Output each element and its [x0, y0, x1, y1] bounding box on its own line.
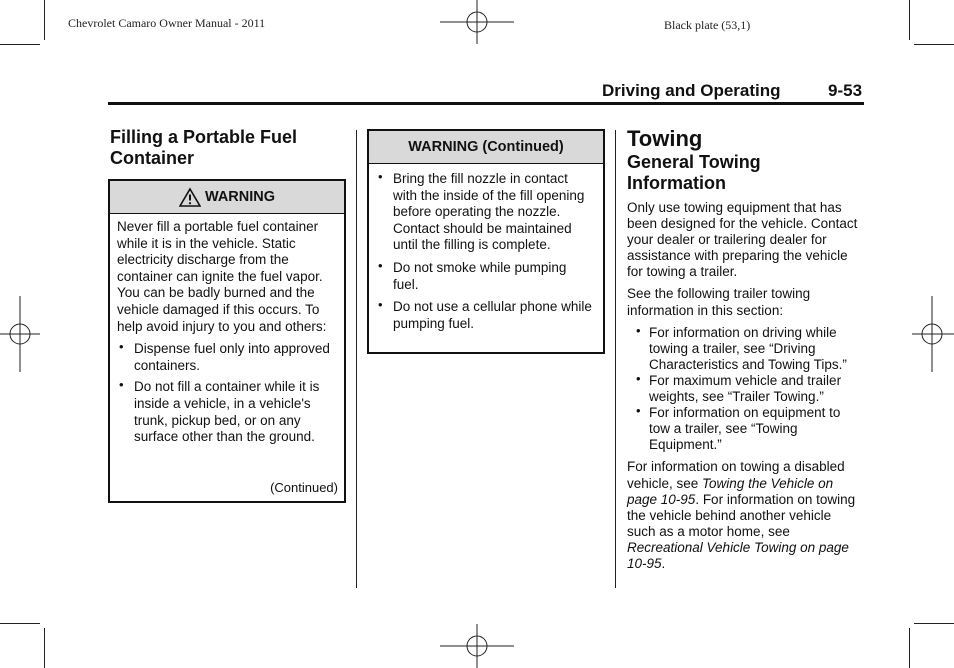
- plate-label: Black plate (53,1): [664, 18, 751, 32]
- list-item: • Do not use a cellular phone while pumping fuel.: [369, 299, 593, 332]
- list-item: • For maximum vehicle and trailer weights, see “Trailer Towing.”: [627, 373, 862, 405]
- warning-triangle-icon: [179, 187, 201, 207]
- registration-mark-bottom: [440, 624, 516, 668]
- crop-mark: [0, 44, 40, 45]
- crop-mark: [44, 0, 45, 40]
- list-item: • Bring the fill nozzle in contact with the inside of the fill opening before operating the nozzle. Contact should be maintained until the filling is complete.: [369, 171, 593, 254]
- list-item: • For information on equipment to tow a trailer, see “Towing Equipment.”: [627, 405, 862, 453]
- towing-paragraph: Only use towing equipment that has been designed for the vehicle. Contact your dealer or trailering dealer for assistance with preparing the vehicle for towing a trailer.: [627, 200, 858, 280]
- warning-label: WARNING: [204, 189, 276, 205]
- towing-bullet-list: [627, 325, 862, 454]
- list-item: • Dispense fuel only into approved containers.: [110, 341, 334, 374]
- crop-mark: [909, 0, 910, 40]
- registration-mark-left: [0, 296, 40, 372]
- column-divider: [615, 130, 616, 588]
- warning-box: [108, 179, 346, 503]
- registration-mark-right: [912, 296, 954, 372]
- warning-bullet-list: [369, 171, 603, 332]
- towing-heading: Towing: [627, 126, 703, 151]
- warning-bullet-list: [110, 341, 344, 446]
- text-span: . For information on towing the vehicle behind another vehicle such as a motor home, see: [627, 491, 856, 539]
- warning-body: Never fill a portable fuel container while it is in the vehicle. Static electricity discharge from the container can ignite the fuel vapor. You can be badly burned and the vehicle damaged if this occurs. To help avoid injury to you and others:: [117, 219, 327, 334]
- column-divider: [356, 130, 357, 588]
- header-rule: [108, 102, 864, 105]
- towing-paragraph: [627, 459, 862, 572]
- registration-mark-top: [440, 0, 516, 44]
- fuel-container-heading: Filling a Portable Fuel Container: [110, 127, 298, 168]
- warning-header: [110, 181, 344, 214]
- text-span: .: [661, 555, 666, 571]
- continued-label: (Continued): [270, 480, 338, 496]
- manual-title: Chevrolet Camaro Owner Manual - 2011: [68, 16, 266, 30]
- page-number: 9-53: [828, 81, 863, 100]
- cross-reference-link[interactable]: Recreational Vehicle Towing on page 10-95: [627, 539, 849, 571]
- crop-mark: [914, 623, 954, 624]
- towing-content: [627, 200, 862, 572]
- warning-continued-box: [367, 129, 605, 354]
- crop-mark: [909, 628, 910, 668]
- crop-mark: [914, 44, 954, 45]
- general-towing-heading: General Towing Information: [627, 152, 761, 193]
- towing-paragraph: See the following trailer towing information in this section:: [627, 286, 811, 318]
- crop-mark: [0, 623, 40, 624]
- section-title: Driving and Operating: [602, 81, 781, 100]
- warning-continued-header: WARNING (Continued): [369, 131, 603, 164]
- crop-mark: [44, 628, 45, 668]
- list-item: • For information on driving while towing a trailer, see “Driving Characteristics and Towing Tips.”: [627, 325, 862, 373]
- cross-reference-link[interactable]: Towing the Vehicle on page 10-95: [627, 475, 834, 507]
- text-span: For information on towing a disabled vehicle, see: [627, 459, 845, 491]
- list-item: • Do not smoke while pumping fuel.: [369, 260, 593, 293]
- list-item: • Do not fill a container while it is inside a vehicle, in a vehicle's trunk, pickup bed, or on any surface other than the ground.: [110, 379, 334, 445]
